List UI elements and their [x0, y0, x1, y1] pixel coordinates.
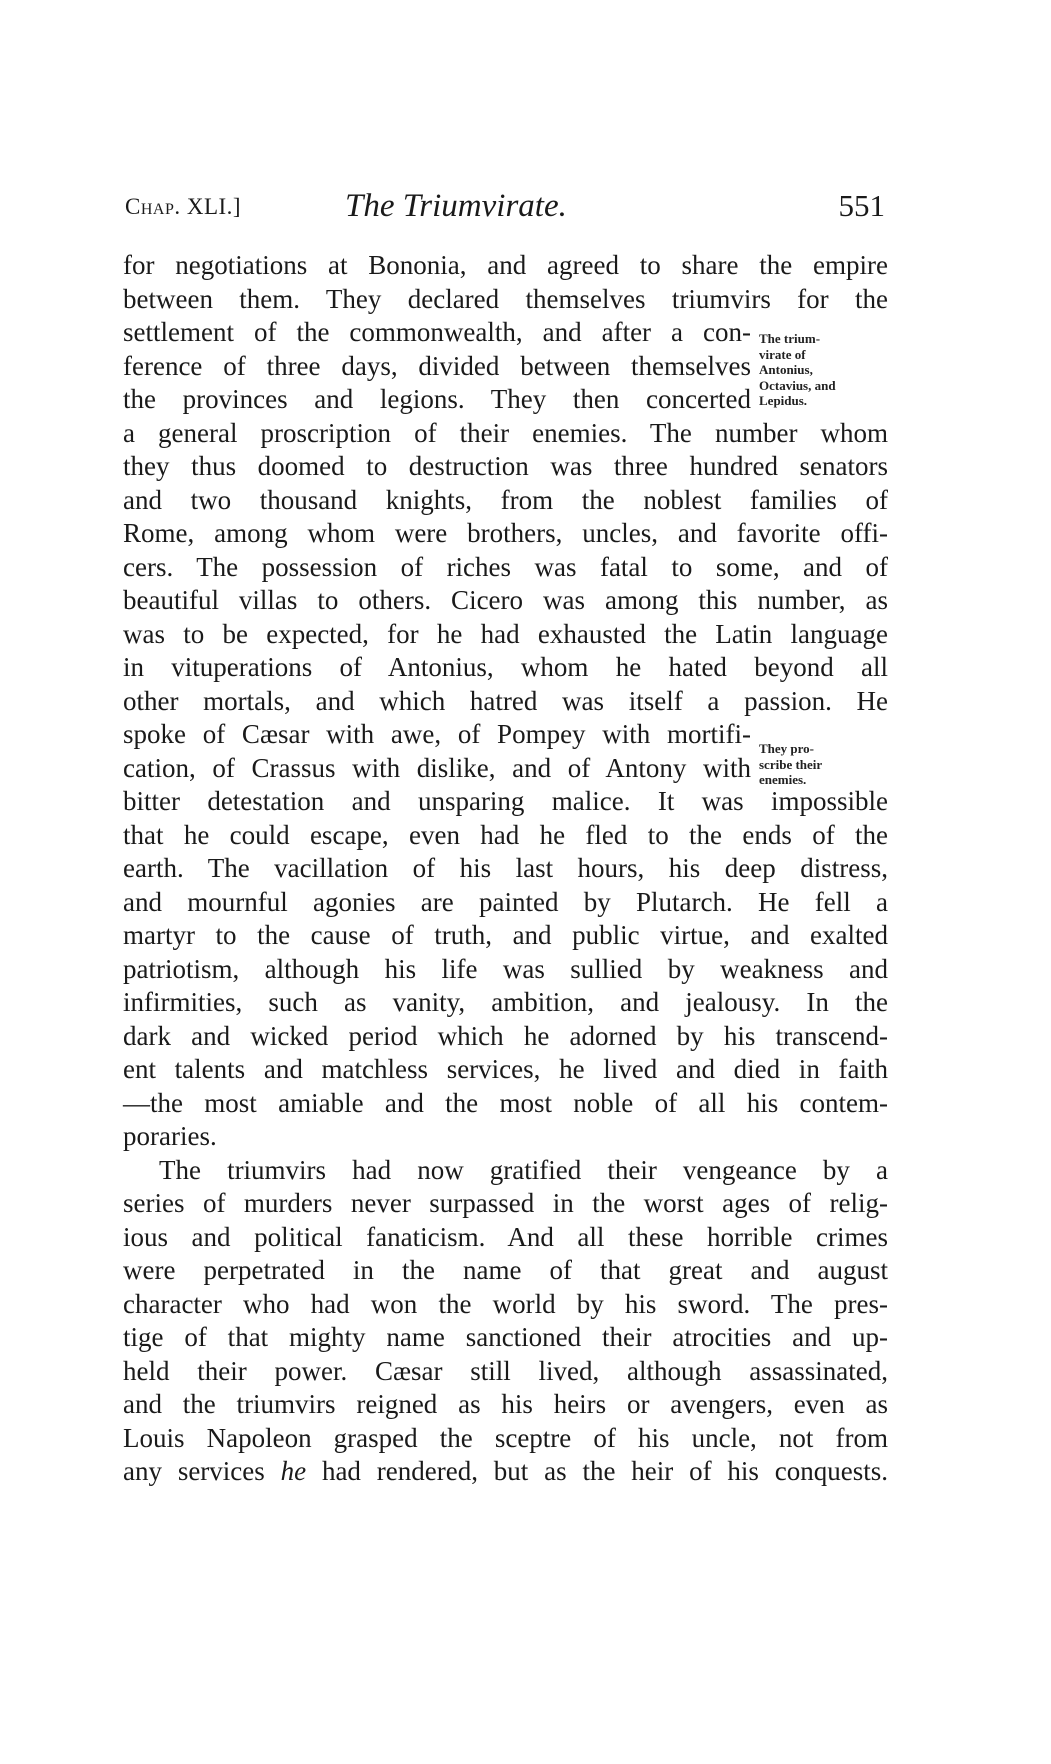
- page-title: The Triumvirate.: [345, 188, 567, 224]
- text-line: other mortals, and which hatred was itself a passion. He: [123, 685, 888, 716]
- text-line: ference of three days, divided between themselves: [123, 350, 751, 381]
- text-line: was to be expected, for he had exhausted the Latin language: [123, 618, 888, 649]
- text-line: spoke of Cæsar with awe, of Pompey with mortifi-: [123, 719, 751, 749]
- sidenote-line: Octavius, and: [759, 377, 836, 393]
- page-number: 551: [838, 188, 885, 223]
- sidenote-proscribe: [759, 741, 889, 788]
- text-line: Louis Napoleon grasped the sceptre of his uncle, not from: [123, 1422, 888, 1453]
- text-line: beautiful villas to others. Cicero was among this number, as: [123, 585, 888, 615]
- text-line: and the triumvirs reigned as his heirs or avengers, even as: [123, 1389, 888, 1419]
- text-line: a general proscription of their enemies. The number whom: [123, 417, 888, 448]
- text-line: cation, of Crassus with dislike, and of Antony with: [123, 752, 751, 783]
- body-text: [123, 249, 888, 1489]
- text-line: poraries.: [123, 1121, 217, 1151]
- sidenote-line: The trium-: [759, 331, 821, 346]
- text-line: bitter detestation and unsparing malice. It was impossible: [123, 786, 888, 816]
- text-line: —the most amiable and the most noble of all his contem-: [123, 1087, 888, 1118]
- text-line: earth. The vacillation of his last hours, his deep distress,: [123, 853, 888, 883]
- chapter-label: Chap. XLI.]: [125, 194, 242, 219]
- text-fragment: had rendered, but as the heir of his conquests.: [306, 1456, 888, 1486]
- text-line: between them. They declared themselves triumvirs for the: [123, 283, 888, 314]
- text-line: and two thousand knights, from the noblest families of: [123, 484, 888, 515]
- sidenote-line: virate of: [759, 346, 806, 362]
- sidenote-line: Lepidus.: [759, 393, 808, 408]
- text-line: character who had won the world by his sword. The pres-: [123, 1288, 888, 1319]
- sidenote-line: scribe their: [759, 756, 823, 772]
- paragraph-2: [123, 1154, 888, 1489]
- text-fragment: any services: [123, 1456, 281, 1486]
- running-head: [125, 188, 885, 228]
- text-line: ious and political fanaticism. And all these horrible crimes: [123, 1221, 888, 1252]
- text-line: for negotiations at Bononia, and agreed to share the empire: [123, 250, 888, 280]
- text-line: held their power. Cæsar still lived, although assassinated,: [123, 1355, 888, 1386]
- emphasis-word: he: [280, 1456, 307, 1486]
- text-line: series of murders never surpassed in the worst ages of relig-: [123, 1188, 888, 1218]
- text-line: the provinces and legions. They then concerted: [123, 384, 751, 414]
- text-line: martyr to the cause of truth, and public virtue, and exalted: [123, 920, 888, 950]
- sidenote-line: Antonius,: [759, 362, 813, 377]
- text-line: in vituperations of Antonius, whom he hated beyond all: [123, 652, 888, 682]
- text-line: were perpetrated in the name of that great and august: [123, 1255, 888, 1285]
- text-line: ent talents and matchless services, he lived and died in faith: [123, 1054, 888, 1084]
- sidenote-line: They pro-: [759, 741, 815, 756]
- text-line: dark and wicked period which he adorned by his transcend-: [123, 1020, 888, 1051]
- text-line: cers. The possession of riches was fatal to some, and of: [123, 551, 888, 582]
- text-line: patriotism, although his life was sullied by weakness and: [123, 953, 888, 984]
- text-line: and mournful agonies are painted by Plutarch. He fell a: [123, 886, 888, 917]
- text-line: settlement of the commonwealth, and after a con-: [123, 317, 751, 347]
- text-line: The triumvirs had now gratified their vengeance by a: [159, 1154, 888, 1185]
- text-line: they thus doomed to destruction was three hundred senators: [123, 451, 888, 481]
- text-line: infirmities, such as vanity, ambition, and jealousy. In the: [123, 987, 888, 1017]
- sidenote-line: enemies.: [759, 772, 807, 787]
- text-line-last: [123, 1455, 888, 1489]
- text-line: tige of that mighty name sanctioned their atrocities and up-: [123, 1322, 888, 1352]
- sidenote-triumvirate: [759, 331, 889, 409]
- text-line: Rome, among whom were brothers, uncles, and favorite offi-: [123, 518, 888, 548]
- text-line: that he could escape, even had he fled to the ends of the: [123, 819, 888, 850]
